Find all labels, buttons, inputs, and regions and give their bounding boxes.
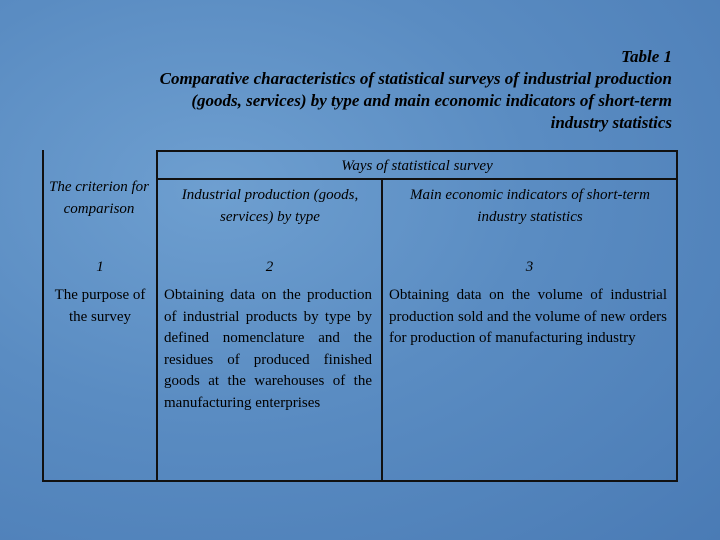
number-col2: 3: [525, 259, 534, 275]
row-label: The purpose of the survey: [54, 287, 146, 325]
number-col0: 1: [96, 259, 104, 275]
table-border-left: [42, 150, 44, 482]
row-col1-text: Obtaining data on the production of industrial products by type by defined nomenclature and the residues of produced finished goods at the warehouses of the manufacturing enterprises: [164, 287, 372, 411]
number-col1: 2: [265, 259, 274, 275]
col1-header: Industrial production (goods, services) by type: [181, 187, 359, 225]
table-divider-subheader: [156, 178, 678, 180]
caption-line-3: (goods, services) by type and main economic indicators of short-term: [191, 91, 672, 110]
table-divider-col2: [381, 178, 383, 482]
row-col2-text: Obtaining data on the volume of industrial production sold and the volume of new orders for production of manufacturing industry: [389, 287, 667, 346]
table-divider-col1: [156, 150, 158, 482]
criterion-header: The criterion for comparison: [49, 179, 149, 217]
caption-line-2: Comparative characteristics of statistical surveys of industrial production: [159, 69, 672, 88]
table-border-top-right: [156, 150, 678, 152]
col2-header: Main economic indicators of short-term industry statistics: [410, 187, 650, 225]
comparison-table: [42, 150, 678, 482]
ways-header: Ways of statistical survey: [341, 158, 493, 174]
caption-line-1: Table 1: [621, 47, 672, 66]
table-border-bottom: [42, 480, 678, 482]
caption-line-4: industry statistics: [550, 113, 672, 132]
table-border-right: [676, 150, 678, 482]
table-caption: [32, 46, 672, 134]
